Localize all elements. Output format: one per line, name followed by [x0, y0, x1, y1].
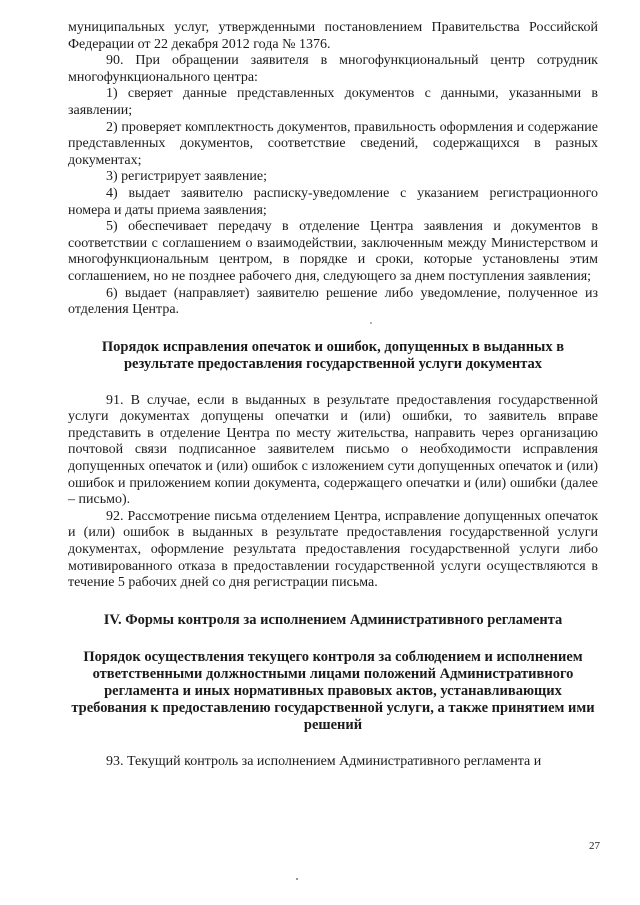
scan-artifact — [296, 878, 298, 880]
page-number: 27 — [589, 840, 600, 852]
section-heading-iv: IV. Формы контроля за исполнением Административного регламента — [103, 611, 563, 628]
spacer — [68, 734, 598, 754]
list-item-1: 1) сверяет данные представленных документов с данными, указанными в заявлении; — [68, 86, 598, 118]
list-item-5: 5) обеспечивает передачу в отделение Центра заявления и документов в соответствии с соглашением о взаимодействии, заключенным между Министерством и многофункциональным центром, в порядке и сроки, которые установлены этим соглашением, но не позднее рабочего дня, следующего за днем поступления заявления; — [68, 219, 598, 284]
paragraph-92: 92. Рассмотрение письма отделением Центра, исправление допущенных опечаток и (или) ошибок в выданных в результате предоставления государственной услуги документах, оформление результата предоставления государственной услуги либо мотивированного отказа в предоставлении государственной услуги осуществляются в течение 5 рабочих дней со дня регистрации письма. — [68, 508, 598, 591]
paragraph-93: 93. Текущий контроль за исполнением Административного регламента и — [106, 753, 542, 769]
heading-control: Порядок осуществления текущего контроля за соблюдением и исполнением ответственными должностными лицами положений Административного регламента и иных нормативных правовых актов, устанавливающих требования к предоставлению государственной услуги, а также принятием ими решений — [71, 648, 595, 733]
heading-errata: Порядок исправления опечаток и ошибок, допущенных в выданных в результате предоставления государственной услуги документах — [101, 338, 565, 372]
spacer — [68, 592, 598, 612]
list-item-4: 4) выдает заявителю расписку-уведомление с указанием регистрационного номера и даты приема заявления; — [68, 185, 598, 218]
spacer — [68, 629, 598, 649]
scan-artifact — [370, 322, 372, 324]
spacer — [68, 373, 598, 393]
paragraph-continuation: муниципальных услуг, утвержденными постановлением Правительства Российской Федерации от 22 декабря 2012 года № 1376. — [68, 20, 598, 52]
paragraph-91: 91. В случае, если в выданных в результате предоставления государственной услуги документах допущены опечатки и (или) ошибки, то заявитель вправе представить в отделение Центра по месту жительства, направить через организацию почтовой связи подписанное заявителем письмо о необходимости исправления допущенных опечаток и (или) ошибок с изложением сути допущенных опечаток и (или) ошибок и приложением копии документа, содержащего опечатки и (или) ошибки (далее – письмо). — [68, 392, 598, 508]
list-item-2: 2) проверяет комплектность документов, правильность оформления и содержание представленных документов, соответствие сведений, содержащихся в разных документах; — [68, 119, 598, 168]
list-item-3: 3) регистрирует заявление; — [106, 169, 267, 185]
spacer — [68, 319, 598, 339]
page-content — [68, 20, 598, 770]
list-item-6: 6) выдает (направляет) заявителю решение либо уведомление, полученное из отделения Центра. — [68, 285, 598, 318]
paragraph-90: 90. При обращении заявителя в многофункциональный центр сотрудник многофункционального центра: — [68, 53, 598, 85]
